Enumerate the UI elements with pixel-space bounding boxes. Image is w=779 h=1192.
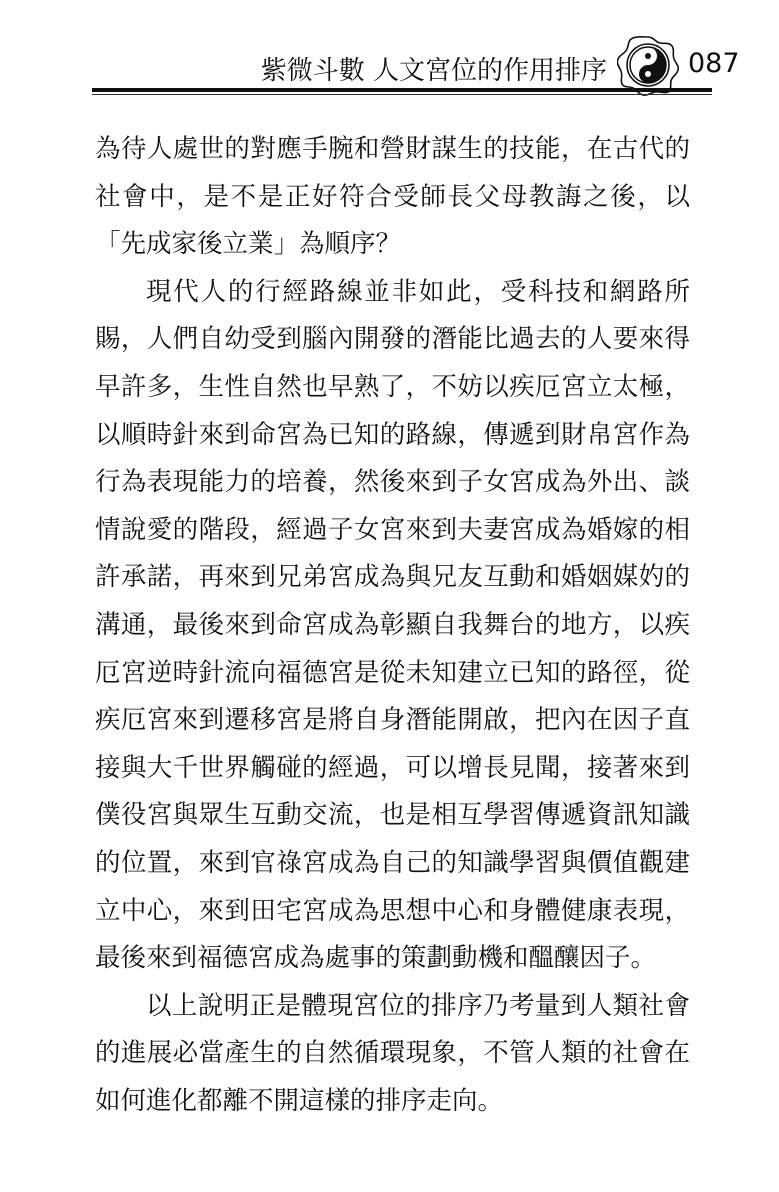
paragraph-1: 為待人處世的對應手腕和營財謀生的技能，在古代的社會中，是不是正好符合受師長父母教誨之後，以「先成家後立業」為順序？	[95, 134, 690, 260]
paragraph-3: 以上說明正是體現宮位的排序乃考量到人類社會的進展必當產生的自然循環現象，不管人類的社會在如何進化都離不開這樣的排序走向。	[95, 990, 690, 1116]
body-text	[95, 126, 690, 1125]
header-rule-thin	[92, 94, 712, 95]
page-number: 087	[688, 48, 740, 79]
running-title: 紫微斗數 人文宮位的作用排序	[260, 56, 607, 86]
taiji-icon	[617, 34, 679, 96]
page-header	[0, 30, 779, 90]
header-rule	[92, 88, 712, 92]
paragraph-2: 現代人的行經路線並非如此，受科技和網路所賜，人們自幼受到腦內開發的潛能比過去的人要來得早許多，生性自然也早熟了，不妨以疾厄宮立太極，以順時針來到命宮為已知的路線，傳遞到財帛宮作為行為表現能力的培養，然後來到子女宮成為外出、談情說愛的階段，經過子女宮來到夫妻宮成為婚嫁的相許承諾，再來到兄弟宮成為與兄友互動和婚姻媒妁的溝通，最後來到命宮成為彰顯自我舞台的地方，以疾厄宮逆時針流向福德宮是從未知建立已知的路徑，從疾厄宮來到遷移宮是將自身潛能開啟，把內在因子直接與大千世界觸碰的經過，可以增長見聞，接著來到僕役宮與眾生互動交流，也是相互學習傳遞資訊知識的位置，來到官祿宮成為自己的知識學習與價值觀建立中心，來到田宅宮成為思想中心和身體健康表現，最後來到福德宮成為處事的策劃動機和醞釀因子。	[95, 276, 690, 974]
